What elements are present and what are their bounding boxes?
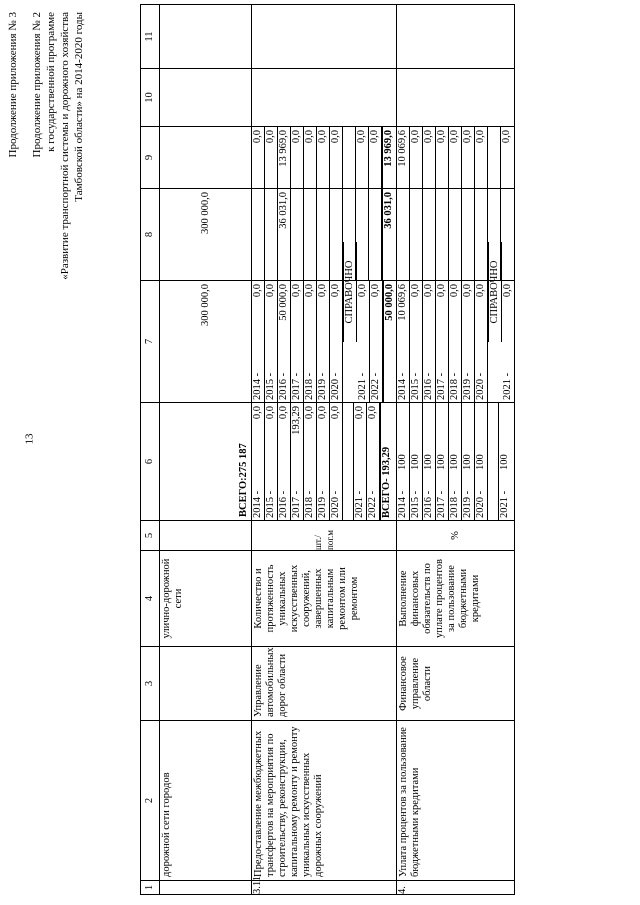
finance-total-values: 2014 - 0,0 2015 - 0,0 2016 - 50 000,0 2017 - 0,0 2018 - 0,0 2019 - 0,0 2020 - 0,0 СПРАВОЧНО 2021 - 0,0 2022 - 0,0 50 000,0	[252, 281, 397, 403]
column-number-row	[141, 5, 160, 895]
column-number: 7	[141, 281, 160, 403]
executor: Управление автомобильных дорог области	[252, 647, 397, 721]
target-total: ВСЕГО- 193,29	[380, 403, 393, 520]
target-values: 2014 - 0,0 2015 - 0,0 2016 - 0,0 2017 - 193,29 2018 - 0,0 2019 - 0,0 2020 - 0,0 2021 - 0,0 2022 - 0,0 ВСЕГО- 193,29	[252, 403, 397, 521]
indicator-name: Выполнение финансовых обязательств по уплате процентов за пользование бюджетными кредитами	[397, 551, 515, 647]
program-table	[140, 4, 515, 895]
unit: шт./пог.м	[252, 521, 397, 551]
table-row	[397, 5, 515, 895]
column-number: 5	[141, 521, 160, 551]
table-row	[252, 5, 397, 895]
column-number: 4	[141, 551, 160, 647]
header-line-3: «Развитие транспортной системы и дорожного хозяйства	[59, 12, 71, 280]
finance-regional-total: 13 969,0	[382, 127, 395, 188]
finance-total-values: 2014 - 10 069,6 2015 - 0,0 2016 - 0,0 2017 - 0,0 2018 - 0,0 2019 - 0,0 2020 - 0,0 СПРАВОЧНО 2021 - 0,0	[397, 281, 515, 403]
column-number: 8	[141, 189, 160, 281]
finance-total: 300 000,0	[160, 281, 252, 403]
column-number: 1	[141, 881, 160, 895]
activity-name: Уплата процентов за пользование бюджетными кредитами	[397, 721, 515, 881]
column-number: 10	[141, 69, 160, 127]
target-values: 2014 - 100 2015 - 100 2016 - 100 2017 - 100 2018 - 100 2019 - 100 2020 - 100 2021 - 100	[397, 403, 515, 521]
row-number: 4.	[397, 881, 515, 895]
page-number: 13	[23, 433, 36, 445]
unit: %	[397, 521, 515, 551]
executor: Финансовое управление области	[397, 647, 515, 721]
column-number: 9	[141, 127, 160, 189]
reference-label: СПРАВОЧНО	[343, 242, 357, 342]
reference-label: СПРАВОЧНО	[488, 242, 502, 342]
finance-total: 50 000,0	[383, 281, 396, 402]
finance-federal-values: 36 031,0 36 031,0	[252, 189, 397, 281]
activity-name: дорожной сети городов	[160, 721, 252, 881]
activity-name: Предоставление межбюджетных трансфертов на мероприятия по строительству, реконструкции, капитальному ремонту и ремонту уникальных искусственных дорожных сооружений	[252, 721, 397, 881]
finance-regional-values: 10 069,6 0,0 0,0 0,0 0,0 0,0 0,0 0,0	[397, 127, 515, 189]
column-number: 3	[141, 647, 160, 721]
header-line-4: Тамбовской области» на 2014-2020 годы	[73, 12, 85, 202]
header-continuation: Продолжение приложения № 3	[7, 12, 19, 158]
column-number: 11	[141, 5, 160, 69]
document-header	[6, 12, 86, 532]
indicator-name: улично-дорожной сети	[160, 551, 252, 647]
row-number: 3.11	[252, 881, 397, 895]
finance-federal: 300 000,0	[160, 189, 252, 281]
indicator-name: Количество и протяженность уникальных искусственных сооружений, завершенных капитальным ремонтом или ремонтом	[252, 551, 397, 647]
finance-federal-total: 36 031,0	[382, 189, 395, 280]
target-total: ВСЕГО:275 187	[160, 403, 252, 521]
column-number: 6	[141, 403, 160, 521]
table-row	[160, 5, 252, 895]
header-line-1: Продолжение приложения № 2	[31, 12, 43, 158]
column-number: 2	[141, 721, 160, 881]
header-line-2: к государственной программе	[45, 12, 57, 152]
finance-regional-values: 0,0 0,0 13 969,0 0,0 0,0 0,0 0,0 0,0 0,0 13 969,0	[252, 127, 397, 189]
